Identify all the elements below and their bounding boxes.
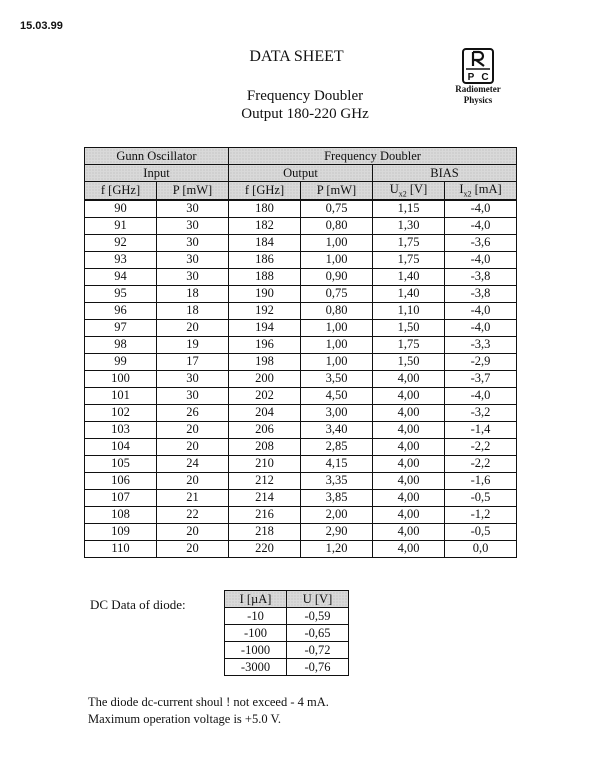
table-cell: 93: [85, 251, 157, 268]
table-cell: 17: [157, 353, 229, 370]
table-cell: 1,75: [373, 336, 445, 353]
header-gunn-oscillator: Gunn Oscillator: [85, 148, 229, 165]
col-header-p-in: P [mW]: [157, 182, 229, 200]
table-row: [85, 523, 517, 540]
rpc-logo: [445, 48, 511, 106]
table-cell: 98: [85, 336, 157, 353]
table-cell: 202: [229, 387, 301, 404]
table-cell: 0,80: [301, 302, 373, 319]
table-cell: 0,75: [301, 200, 373, 218]
table-cell: 200: [229, 370, 301, 387]
table-cell: 3,00: [301, 404, 373, 421]
table-cell: 3,40: [301, 421, 373, 438]
table-cell: 1,00: [301, 319, 373, 336]
table-cell: 4,00: [373, 370, 445, 387]
table-cell: 184: [229, 234, 301, 251]
table-cell: 192: [229, 302, 301, 319]
dc-col-header-current: I [µA]: [225, 591, 287, 608]
table-cell: 110: [85, 540, 157, 557]
table-cell: -4,0: [445, 387, 517, 404]
table-cell: 190: [229, 285, 301, 302]
table-cell: 0,75: [301, 285, 373, 302]
table-cell: -1,6: [445, 472, 517, 489]
table-cell: 91: [85, 217, 157, 234]
table-row: [85, 421, 517, 438]
table-cell: 0,0: [445, 540, 517, 557]
table-cell: 1,40: [373, 268, 445, 285]
table-cell: 1,10: [373, 302, 445, 319]
table-cell: 105: [85, 455, 157, 472]
table-row: [85, 200, 517, 218]
table-cell: 4,00: [373, 506, 445, 523]
dc-data-label: DC Data of diode:: [90, 597, 186, 612]
svg-text:P: P: [467, 72, 475, 83]
table-cell: 30: [157, 234, 229, 251]
table-row: [85, 302, 517, 319]
table-cell: 1,00: [301, 336, 373, 353]
table-cell: -2,2: [445, 438, 517, 455]
table-row: [85, 438, 517, 455]
dc-data-table: [224, 590, 349, 676]
table-cell: 22: [157, 506, 229, 523]
table-cell: 4,00: [373, 455, 445, 472]
table-cell: 212: [229, 472, 301, 489]
table-cell: 21: [157, 489, 229, 506]
svg-text:C: C: [481, 72, 489, 83]
table-cell: -3,6: [445, 234, 517, 251]
table-cell: 96: [85, 302, 157, 319]
table-cell: -4,0: [445, 319, 517, 336]
table-cell: 100: [85, 370, 157, 387]
table-cell: 1,00: [301, 353, 373, 370]
table-cell: -4,0: [445, 200, 517, 218]
dc-table-cell: -3000: [225, 659, 287, 676]
page-title: DATA SHEET: [249, 48, 344, 65]
table-cell: -4,0: [445, 302, 517, 319]
table-row: [85, 234, 517, 251]
col-header-i-bias: $I_{x2}$ [mA]: [445, 182, 517, 200]
notes: [88, 694, 329, 728]
header-bias: BIAS: [373, 165, 517, 182]
table-cell: -3,3: [445, 336, 517, 353]
table-cell: 97: [85, 319, 157, 336]
table-cell: 1,30: [373, 217, 445, 234]
table-cell: 2,85: [301, 438, 373, 455]
table-cell: 204: [229, 404, 301, 421]
table-cell: -3,7: [445, 370, 517, 387]
table-cell: 206: [229, 421, 301, 438]
dc-table-cell: -0,59: [287, 608, 349, 625]
table-cell: -4,0: [445, 217, 517, 234]
table-cell: 182: [229, 217, 301, 234]
table-cell: 30: [157, 268, 229, 285]
table-cell: 104: [85, 438, 157, 455]
table-cell: 20: [157, 523, 229, 540]
table-cell: 1,50: [373, 319, 445, 336]
table-cell: 4,00: [373, 489, 445, 506]
dc-table-cell: -0,72: [287, 642, 349, 659]
col-header-f-in: f [GHz]: [85, 182, 157, 200]
table-cell: 30: [157, 387, 229, 404]
table-cell: 20: [157, 319, 229, 336]
table-cell: 4,15: [301, 455, 373, 472]
table-cell: 4,00: [373, 387, 445, 404]
table-cell: 24: [157, 455, 229, 472]
table-cell: 1,50: [373, 353, 445, 370]
table-cell: 101: [85, 387, 157, 404]
doubler-table-body: [85, 200, 517, 558]
table-cell: 216: [229, 506, 301, 523]
table-cell: 4,00: [373, 421, 445, 438]
table-cell: 188: [229, 268, 301, 285]
header-input: Input: [85, 165, 229, 182]
table-cell: 194: [229, 319, 301, 336]
table-cell: 208: [229, 438, 301, 455]
table-cell: 90: [85, 200, 157, 218]
table-cell: 1,00: [301, 234, 373, 251]
note-current-limit: The diode dc-current shoul ! not exceed - 4 mA.: [88, 695, 329, 709]
table-cell: 107: [85, 489, 157, 506]
table-cell: 92: [85, 234, 157, 251]
table-cell: 1,20: [301, 540, 373, 557]
dc-table-cell: -10: [225, 608, 287, 625]
note-max-voltage: Maximum operation voltage is +5.0 V.: [88, 712, 282, 726]
table-row: [85, 251, 517, 268]
table-row: [85, 404, 517, 421]
table-cell: 108: [85, 506, 157, 523]
table-row: [85, 285, 517, 302]
table-cell: -3,2: [445, 404, 517, 421]
rpc-logo-icon: [462, 48, 494, 84]
table-cell: 106: [85, 472, 157, 489]
table-cell: -3,8: [445, 285, 517, 302]
header-output: Output: [229, 165, 373, 182]
table-row: [85, 472, 517, 489]
table-cell: 3,35: [301, 472, 373, 489]
table-row: [85, 540, 517, 557]
logo-text-physics: Physics: [463, 95, 493, 105]
table-cell: 2,00: [301, 506, 373, 523]
dc-table-cell: -0,76: [287, 659, 349, 676]
table-cell: 1,75: [373, 234, 445, 251]
dc-table-cell: -0,65: [287, 625, 349, 642]
table-cell: 4,00: [373, 438, 445, 455]
table-cell: 30: [157, 217, 229, 234]
table-cell: 180: [229, 200, 301, 218]
table-cell: 99: [85, 353, 157, 370]
table-cell: 196: [229, 336, 301, 353]
table-row: [85, 336, 517, 353]
table-cell: 218: [229, 523, 301, 540]
table-cell: 198: [229, 353, 301, 370]
table-cell: 94: [85, 268, 157, 285]
table-cell: 4,50: [301, 387, 373, 404]
subtitle-line-2: Output 180-220 GHz: [241, 106, 369, 122]
document-date: 15.03.99: [20, 20, 63, 32]
dc-table-cell: -100: [225, 625, 287, 642]
logo-text-radiometer: Radiometer: [455, 84, 501, 94]
table-cell: 210: [229, 455, 301, 472]
table-cell: 20: [157, 540, 229, 557]
table-cell: 30: [157, 251, 229, 268]
table-cell: 19: [157, 336, 229, 353]
table-cell: 0,80: [301, 217, 373, 234]
table-cell: 95: [85, 285, 157, 302]
table-cell: -1,4: [445, 421, 517, 438]
table-row: [85, 370, 517, 387]
table-cell: -2,2: [445, 455, 517, 472]
table-cell: 103: [85, 421, 157, 438]
table-cell: 20: [157, 438, 229, 455]
header-frequency-doubler: Frequency Doubler: [229, 148, 517, 165]
table-row: [85, 387, 517, 404]
table-cell: -3,8: [445, 268, 517, 285]
table-cell: -0,5: [445, 489, 517, 506]
dc-table-row: [225, 608, 349, 625]
col-header-f-out: f [GHz]: [229, 182, 301, 200]
dc-table-row: [225, 642, 349, 659]
subtitle-line-1: Frequency Doubler: [246, 88, 364, 104]
table-cell: 18: [157, 285, 229, 302]
table-cell: 4,00: [373, 472, 445, 489]
table-cell: 1,40: [373, 285, 445, 302]
table-row: [85, 506, 517, 523]
table-cell: 1,75: [373, 251, 445, 268]
table-cell: -1,2: [445, 506, 517, 523]
table-row: [85, 319, 517, 336]
dc-col-header-voltage: U [V]: [287, 591, 349, 608]
table-row: [85, 455, 517, 472]
table-cell: 4,00: [373, 404, 445, 421]
dc-table-cell: -1000: [225, 642, 287, 659]
dc-table-body: [225, 608, 349, 676]
table-cell: 3,50: [301, 370, 373, 387]
table-cell: -4,0: [445, 251, 517, 268]
table-cell: 30: [157, 200, 229, 218]
table-cell: -2,9: [445, 353, 517, 370]
table-cell: -0,5: [445, 523, 517, 540]
col-header-p-out: P [mW]: [301, 182, 373, 200]
table-row: [85, 268, 517, 285]
table-cell: 102: [85, 404, 157, 421]
table-cell: 18: [157, 302, 229, 319]
table-cell: 1,00: [301, 251, 373, 268]
dc-table-row: [225, 659, 349, 676]
col-header-u-bias: $U_{x2}$ [V]: [373, 182, 445, 200]
table-cell: 0,90: [301, 268, 373, 285]
table-cell: 4,00: [373, 523, 445, 540]
table-cell: 4,00: [373, 540, 445, 557]
table-row: [85, 489, 517, 506]
table-cell: 30: [157, 370, 229, 387]
table-cell: 2,90: [301, 523, 373, 540]
table-cell: 1,15: [373, 200, 445, 218]
table-cell: 214: [229, 489, 301, 506]
dc-table-row: [225, 625, 349, 642]
table-cell: 3,85: [301, 489, 373, 506]
table-cell: 26: [157, 404, 229, 421]
table-cell: 109: [85, 523, 157, 540]
table-cell: 220: [229, 540, 301, 557]
table-row: [85, 353, 517, 370]
table-cell: 186: [229, 251, 301, 268]
table-row: [85, 217, 517, 234]
table-cell: 20: [157, 421, 229, 438]
doubler-data-table: [84, 147, 517, 558]
page-subtitle: [195, 87, 415, 123]
table-cell: 20: [157, 472, 229, 489]
